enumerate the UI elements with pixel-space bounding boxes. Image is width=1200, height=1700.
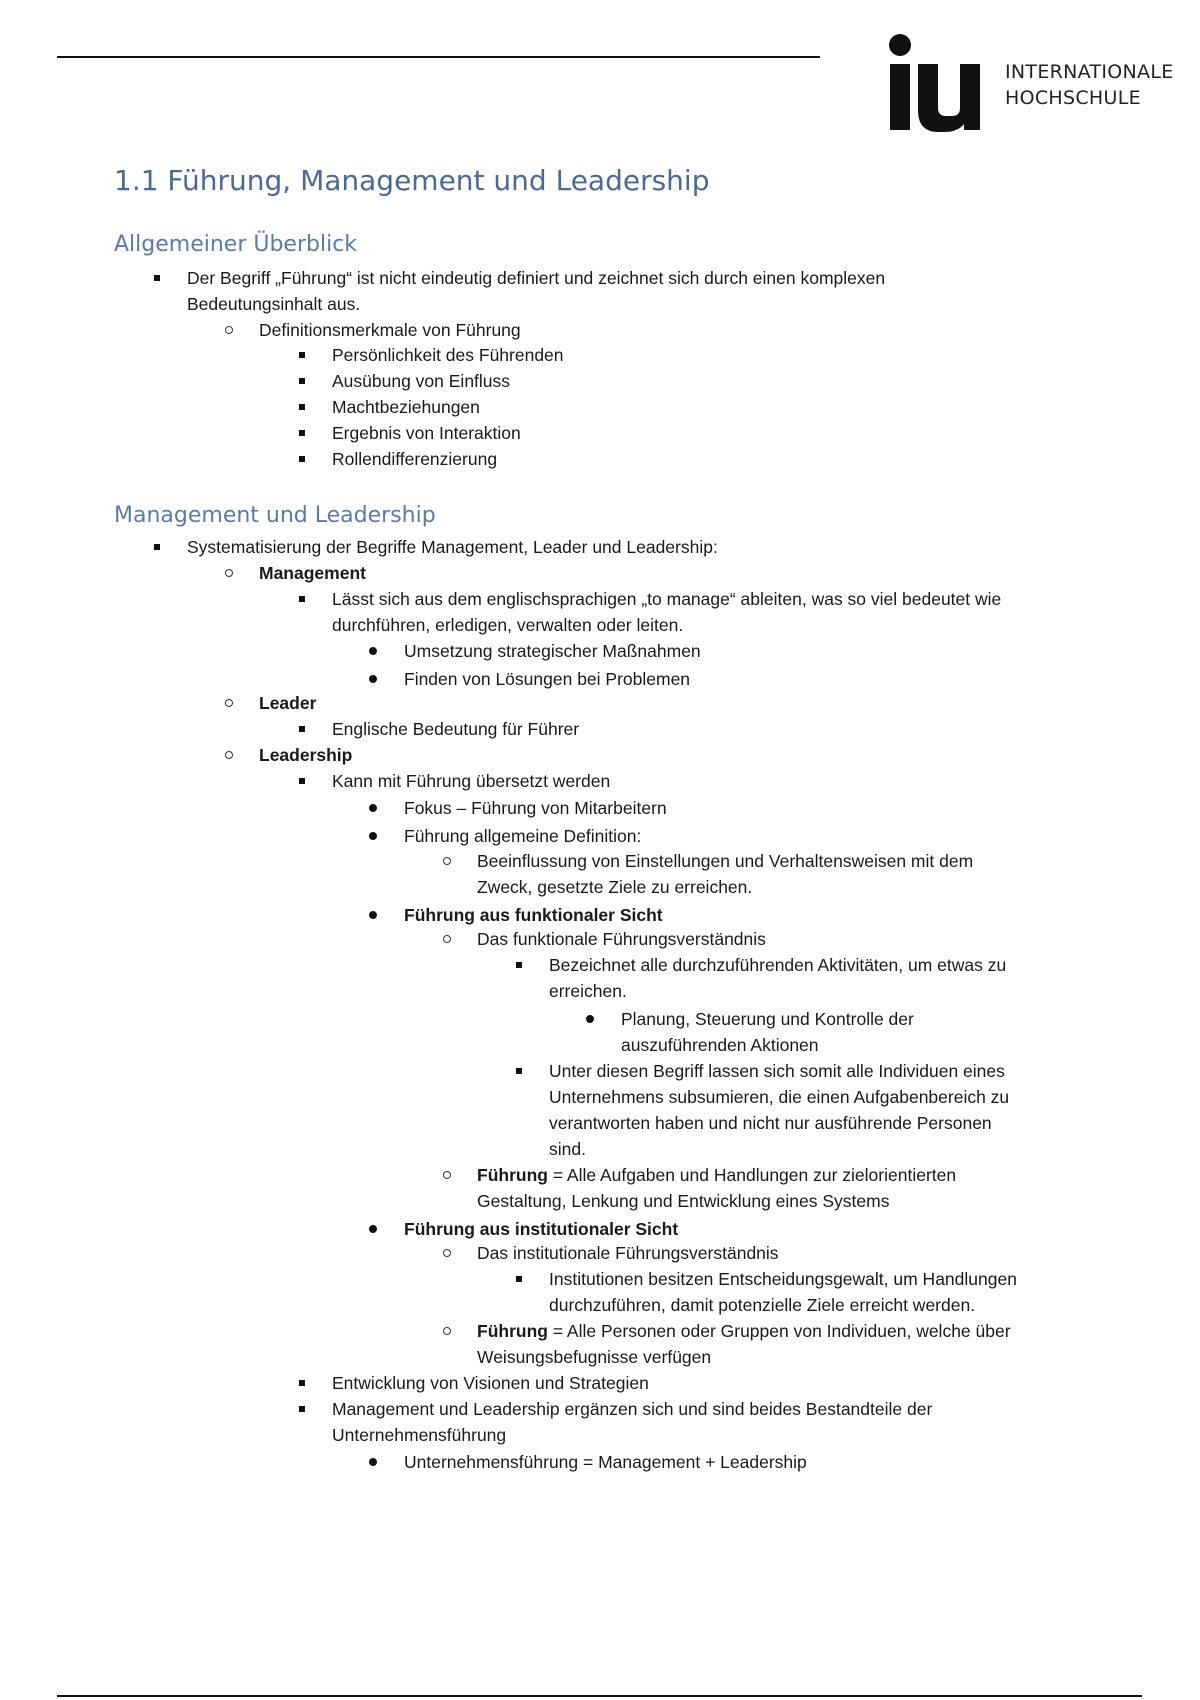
section-heading-management-leadership: Management und Leadership <box>114 503 436 528</box>
square-bullet-icon <box>299 430 305 436</box>
list-item: Systematisierung der Begriffe Management, Leader und Leadership: <box>187 534 718 560</box>
square-bullet-icon <box>299 1380 305 1386</box>
list-item-continued: Unternehmensführung <box>332 1425 507 1445</box>
circle-bullet-icon <box>225 751 233 759</box>
dot-bullet-icon <box>369 647 377 655</box>
square-bullet-icon <box>299 456 305 462</box>
list-item: Der Begriff „Führung“ ist nicht eindeutig definiert und zeichnet sich durch einen komplexen <box>187 265 885 291</box>
circle-bullet-icon <box>443 857 451 865</box>
dot-bullet-icon <box>369 1458 377 1466</box>
list-item: Management <box>259 560 366 586</box>
list-item: Englische Bedeutung für Führer <box>332 716 579 742</box>
footer-rule <box>57 1695 1142 1697</box>
iu-logo <box>885 33 1185 143</box>
list-item: Rollendifferenzierung <box>332 446 497 472</box>
list-item-continued: Unternehmens subsumieren, die einen Aufgabenbereich zu <box>549 1087 1010 1107</box>
dot-bullet-icon <box>369 832 377 840</box>
circle-bullet-icon <box>225 569 233 577</box>
list-item-continued: Bedeutungsinhalt aus. <box>187 294 361 314</box>
section-heading-overview: Allgemeiner Überblick <box>114 232 358 257</box>
list-item: Lässt sich aus dem englischsprachigen „to manage“ ableiten, was so viel bedeutet wie <box>332 586 1001 612</box>
list-item: Finden von Lösungen bei Problemen <box>404 666 690 692</box>
list-item: Führung = Alle Aufgaben und Handlungen zur zielorientierten <box>477 1162 956 1188</box>
logo-line-1: INTERNATIONALE <box>1005 61 1174 83</box>
list-item-continued: durchführen, erledigen, verwalten oder leiten. <box>332 615 684 635</box>
list-item: Unter diesen Begriff lassen sich somit alle Individuen eines <box>549 1058 1005 1084</box>
list-item-continued: erreichen. <box>549 981 627 1001</box>
dot-bullet-icon <box>369 911 377 919</box>
list-item-continued: Zweck, gesetzte Ziele zu erreichen. <box>477 877 753 897</box>
square-bullet-icon <box>299 778 305 784</box>
square-bullet-icon <box>299 352 305 358</box>
list-item: Ausübung von Einfluss <box>332 368 510 394</box>
list-item: Leadership <box>259 742 352 768</box>
list-item: Fokus – Führung von Mitarbeitern <box>404 795 667 821</box>
iu-logo-mark <box>885 33 990 135</box>
list-item: Persönlichkeit des Führenden <box>332 342 564 368</box>
square-bullet-icon <box>299 726 305 732</box>
dot-bullet-icon <box>369 804 377 812</box>
dot-bullet-icon <box>586 1015 594 1023</box>
list-item: Machtbeziehungen <box>332 394 480 420</box>
page-title: 1.1 Führung, Management und Leadership <box>114 164 710 197</box>
list-item: Bezeichnet alle durchzuführenden Aktivitäten, um etwas zu <box>549 952 1006 978</box>
square-bullet-icon <box>516 1068 522 1074</box>
list-item: Führung allgemeine Definition: <box>404 823 641 849</box>
list-item: Das institutionale Führungsverständnis <box>477 1240 779 1266</box>
dot-bullet-icon <box>369 1225 377 1233</box>
list-item: Unternehmensführung = Management + Leadership <box>404 1449 807 1475</box>
list-item-continued: durchzuführen, damit potenzielle Ziele erreicht werden. <box>549 1295 976 1315</box>
list-item-continued: Gestaltung, Lenkung und Entwicklung eines Systems <box>477 1191 890 1211</box>
list-item: Definitionsmerkmale von Führung <box>259 317 521 343</box>
list-item-continued: sind. <box>549 1139 586 1159</box>
square-bullet-icon <box>299 1406 305 1412</box>
circle-bullet-icon <box>225 699 233 707</box>
logo-line-2: HOCHSCHULE <box>1005 87 1141 109</box>
circle-bullet-icon <box>443 935 451 943</box>
list-item: Planung, Steuerung und Kontrolle der <box>621 1006 914 1032</box>
circle-bullet-icon <box>443 1171 451 1179</box>
square-bullet-icon <box>516 962 522 968</box>
square-bullet-icon <box>299 596 305 602</box>
list-item-continued: verantworten haben und nicht nur ausführende Personen <box>549 1113 992 1133</box>
square-bullet-icon <box>154 544 160 550</box>
list-item: Institutionen besitzen Entscheidungsgewalt, um Handlungen <box>549 1266 1017 1292</box>
square-bullet-icon <box>154 275 160 281</box>
list-item: Ergebnis von Interaktion <box>332 420 521 446</box>
circle-bullet-icon <box>443 1249 451 1257</box>
list-item: Das funktionale Führungsverständnis <box>477 926 766 952</box>
list-item: Führung aus funktionaler Sicht <box>404 902 663 928</box>
list-item: Kann mit Führung übersetzt werden <box>332 768 610 794</box>
circle-bullet-icon <box>443 1327 451 1335</box>
list-item: Umsetzung strategischer Maßnahmen <box>404 638 701 664</box>
list-item: Entwicklung von Visionen und Strategien <box>332 1370 649 1396</box>
list-item-continued: auszuführenden Aktionen <box>621 1035 819 1055</box>
square-bullet-icon <box>299 378 305 384</box>
list-item: Führung = Alle Personen oder Gruppen von Individuen, welche über <box>477 1318 1011 1344</box>
header-rule <box>57 56 820 58</box>
list-item: Beeinflussung von Einstellungen und Verhaltensweisen mit dem <box>477 848 973 874</box>
list-item: Führung aus institutionaler Sicht <box>404 1216 678 1242</box>
list-item: Management und Leadership ergänzen sich und sind beides Bestandteile der <box>332 1396 932 1422</box>
square-bullet-icon <box>299 404 305 410</box>
list-item: Leader <box>259 690 316 716</box>
dot-bullet-icon <box>369 675 377 683</box>
square-bullet-icon <box>516 1276 522 1282</box>
circle-bullet-icon <box>225 326 233 334</box>
logo-wordmark <box>1005 59 1174 111</box>
list-item-continued: Weisungsbefugnisse verfügen <box>477 1347 712 1367</box>
